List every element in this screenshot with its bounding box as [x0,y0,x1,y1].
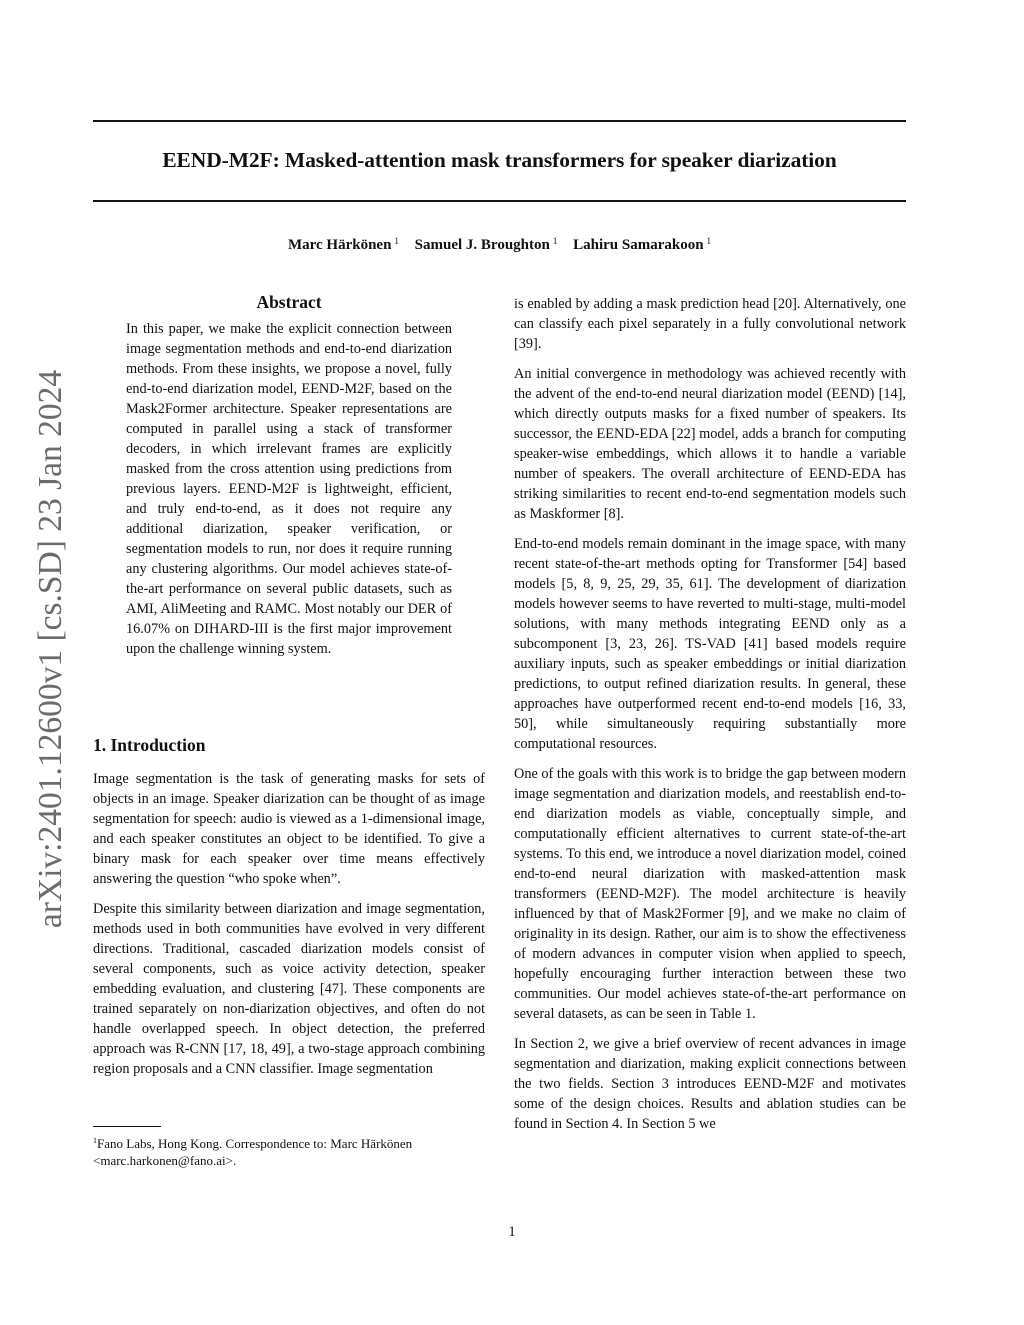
intro-left-column [93,769,485,1089]
intro-right-column [514,294,906,1144]
abstract-paragraph: In this paper, we make the explicit connection between image segmentation methods and end-to-end diarization methods. From these insights, we propose a novel, fully end-to-end diarization model, EEND-M2F, based on the Mask2Former architecture. Speaker representations are computed in parallel using a stack of transformer decoders, in which irrelevant frames are explicitly masked from the cross attention using predictions from previous layers. EEND-M2F is lightweight, efficient, and truly end-to-end, as it does not require any additional diarization, speaker verification, or segmentation models to run, nor does it require running any clustering algorithms. Our model achieves state-of-the-art performance on several public datasets, such as AMI, AliMeeting and RAMC. Most notably our DER of 16.07% on DIHARD-III is the first major improvement upon the challenge winning system. [126,321,452,657]
author-list [93,236,906,254]
abstract-body [126,319,452,669]
arxiv-stamp: arXiv:2401.12600v1 [cs.SD] 23 Jan 2024 [32,369,69,929]
paragraph: Despite this similarity between diarization and image segmentation, methods used in both communities have evolved in very different directions. Traditional, cascaded diarization models consist of several components, such as voice activity detection, speaker embedding evaluation, and clustering [47]. These components are trained separately on non-diarization objectives, and often do not handle overlapped speech. In object detection, the preferred approach was R-CNN [17, 18, 49], a two-stage approach combining region proposals and a CNN classifier. Image segmentation [93,901,485,1077]
author: Samuel J. Broughton $^1$ [414,236,558,253]
title-bottom-rule [93,200,906,202]
section-heading-introduction: 1. Introduction [93,735,206,755]
paper-title: EEND-M2F: Masked-attention mask transformers for speaker diarization [162,148,837,172]
paragraph: Image segmentation is the task of generating masks for sets of objects in an image. Speaker diarization can be thought of as image segmentation for speech: audio is viewed as a 1-dimensional image, and each speaker constitutes an object to be identified. To give a binary mask for each speaker over time means effectively answering the question “who spoke when”. [93,771,485,887]
page-number: 1 [508,1224,516,1240]
author: Lahiru Samarakoon $^1$ [573,236,712,253]
footnote: $^1$Fano Labs, Hong Kong. Correspondence to: Marc Härkönen <marc.harkonen@fano.ai>. [93,1136,413,1168]
abstract-heading: Abstract [256,292,322,312]
top-rule [93,120,906,122]
paragraph: is enabled by adding a mask prediction head [20]. Alternatively, one can classify each pixel separately in a fully convolutional network [39]. [514,296,906,352]
footnote-rule [93,1126,161,1127]
author: Marc Härkönen $^1$ [287,236,399,253]
paragraph: In Section 2, we give a brief overview of recent advances in image segmentation and diarization, making explicit connections between the two fields. Section 3 introduces EEND-M2F and motivates some of the design choices. Results and ablation studies can be found in Section 4. In Section 5 we [514,1036,906,1132]
paragraph: An initial convergence in methodology was achieved recently with the advent of the end-to-end neural diarization model (EEND) [14], which directly outputs masks for a fixed number of speakers. Its successor, the EEND-EDA [22] model, adds a branch for computing speaker-wise embeddings, which allows it to handle a variable number of speakers. The overall architecture of EEND-EDA has striking similarities to recent end-to-end segmentation models such as Maskformer [8]. [514,366,906,522]
paragraph: One of the goals with this work is to bridge the gap between modern image segmentation and diarization models, and reestablish end-to-end diarization models as viable, conceptually simple, and computationally efficient alternatives to current state-of-the-art systems. To this end, we introduce a novel diarization model, coined end-to-end neural diarization with masked-attention mask transformers (EEND-M2F). The model architecture is heavily influenced by that of Mask2Former [9], and we make no claim of originality in its design. Rather, our aim is to show the effectiveness of modern advances in computer vision when applied to speech, hopefully encouraging further interaction between these two communities. Our model achieves state-of-the-art performance on several datasets, as can be seen in Table 1. [514,766,906,1022]
paragraph: End-to-end models remain dominant in the image space, with many recent state-of-the-art methods opting for Transformer [54] based models [5, 8, 9, 25, 29, 35, 61]. The development of diarization models however seems to have reverted to multi-stage, multi-model solutions, with many methods integrating EEND only as a subcomponent [3, 23, 26]. TS-VAD [41] based models require auxiliary inputs, such as speaker embeddings or initial diarization predictions, to output refined diarization results. In general, these approaches have outperformed recent end-to-end models [16, 33, 50], while simultaneously requiring substantially more computational resources. [514,536,906,752]
